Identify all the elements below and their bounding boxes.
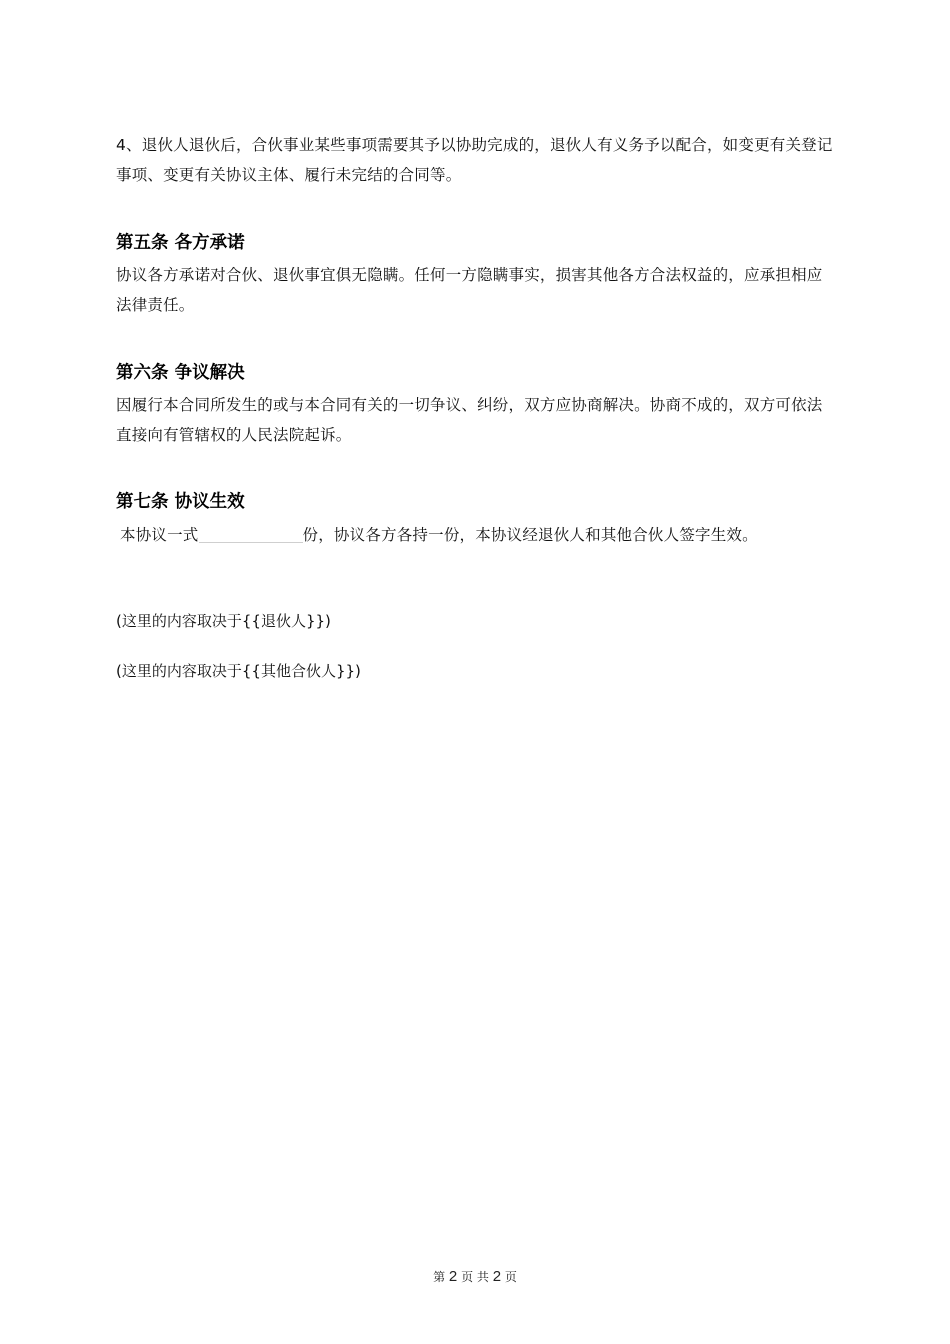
article-7-body-prefix: 本协议一式	[120, 526, 199, 544]
article-6-body: 因履行本合同所发生的或与本合同有关的一切争议、纠纷，双方应协商解决。协商不成的，双方可依法直接向有管辖权的人民法院起诉。	[116, 396, 823, 444]
footer-page-total: 2	[492, 1268, 502, 1285]
article-7-body	[120, 520, 840, 550]
clause-4-text: 4、退伙人退伙后，合伙事业某些事项需要其予以协助完成的，退伙人有义务予以配合，如变更有关登记事项、变更有关协议主体、履行未完结的合同等。	[116, 136, 833, 184]
footer-page-suffix: 页	[504, 1270, 517, 1284]
page-footer	[0, 1268, 950, 1285]
copies-blank-field[interactable]	[199, 524, 303, 543]
footer-page-prefix: 第	[433, 1270, 446, 1284]
footer-page-current: 2	[448, 1268, 458, 1285]
article-5-body: 协议各方承诺对合伙、退伙事宜俱无隐瞒。任何一方隐瞒事实，损害其他各方合法权益的，应承担相应法律责任。	[116, 266, 823, 314]
note-other-partners: (这里的内容取决于{{其他合伙人}})	[116, 662, 361, 680]
footer-page-mid: 页 共	[461, 1270, 489, 1284]
article-5-heading: 第五条 各方承诺	[116, 233, 245, 253]
article-7-body-suffix: 份，协议各方各持一份，本协议经退伙人和其他合伙人签字生效。	[302, 526, 758, 544]
article-6-heading: 第六条 争议解决	[116, 363, 245, 383]
article-7-heading: 第七条 协议生效	[116, 492, 245, 512]
note-withdrawing-partner: (这里的内容取决于{{退伙人}})	[116, 612, 331, 630]
